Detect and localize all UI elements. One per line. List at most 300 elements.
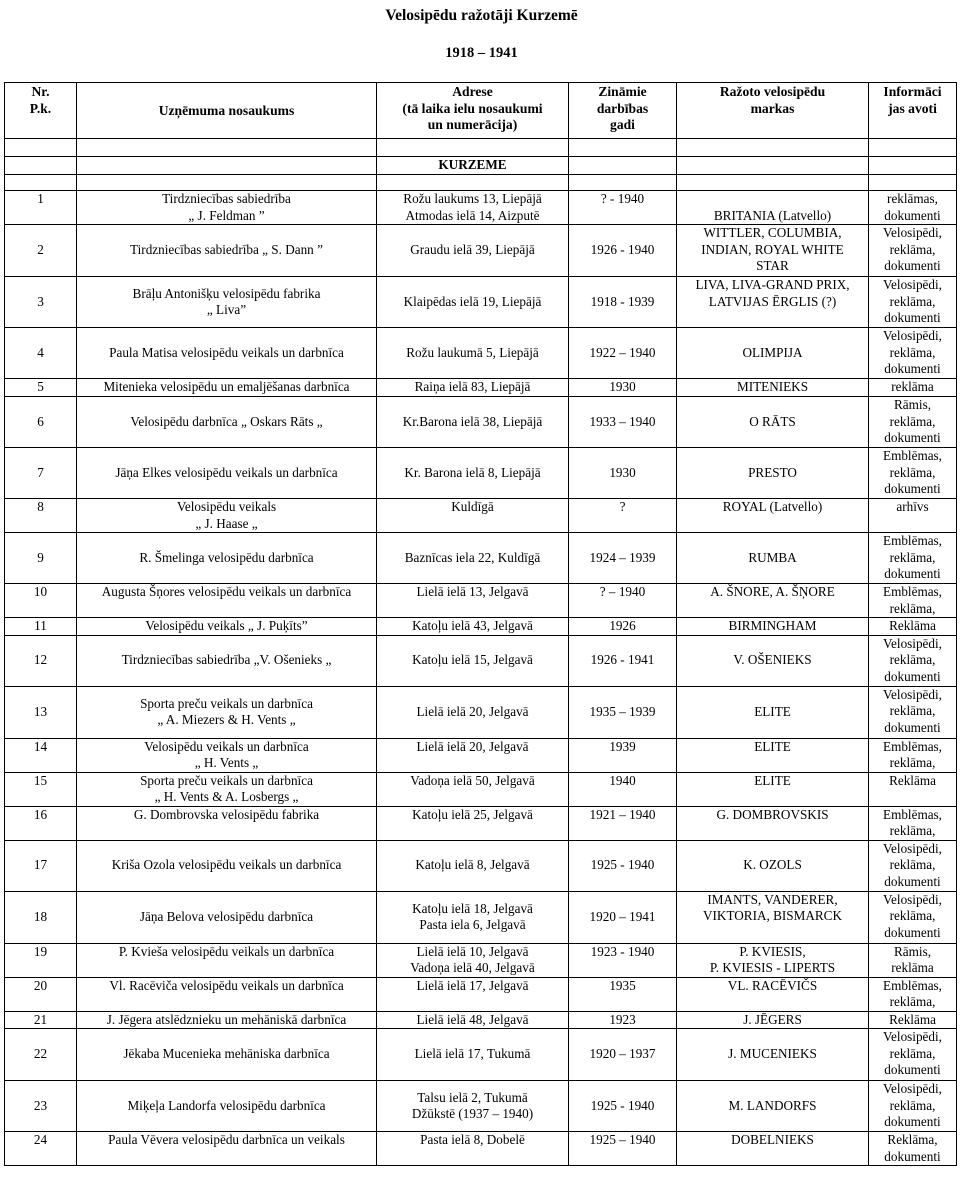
blank-cell	[569, 157, 677, 175]
cell-line: Velosipēdu veikals un darbnīca	[144, 738, 309, 754]
row-number	[5, 225, 77, 277]
cell-line: 9	[37, 549, 44, 565]
bicycle-brands	[677, 840, 869, 891]
info-sources	[869, 618, 957, 636]
cell-line: Atmodas ielā 14, Aizputē	[405, 207, 540, 223]
cell-line: reklāma,	[889, 549, 936, 565]
info-sources	[869, 328, 957, 379]
cell-line: Velosipēdi,	[883, 1081, 942, 1096]
info-sources	[869, 448, 957, 499]
active-years	[569, 1081, 677, 1132]
info-sources	[869, 225, 957, 277]
cell-line: Pasta ielā 8, Dobelē	[420, 1132, 525, 1147]
cell-line: ELITE	[754, 738, 791, 754]
info-sources	[869, 277, 957, 328]
active-years	[569, 977, 677, 1011]
cell-line: Emblēmas,	[883, 806, 942, 822]
bicycle-brands	[677, 618, 869, 636]
info-sources	[869, 635, 957, 686]
cell-line: Velosipēdu veikals	[176, 499, 277, 514]
info-sources	[869, 840, 957, 891]
cell-line: dokumenti	[884, 310, 941, 325]
blank-cell	[5, 157, 77, 175]
bicycle-brands	[677, 448, 869, 499]
cell-line: Tirdzniecības sabiedrība „V. Ošenieks „	[121, 652, 332, 668]
row-number	[5, 840, 77, 891]
address	[377, 1132, 569, 1166]
row-number	[5, 448, 77, 499]
header-line: Ražoto velosipēdu	[719, 84, 826, 99]
blank-cell	[77, 175, 377, 191]
cell-line: 1939	[609, 738, 636, 754]
cell-line: J. MUCENIEKS	[728, 1046, 817, 1062]
row-number	[5, 1132, 77, 1166]
cell-line: reklāma,	[889, 755, 936, 770]
row-number	[5, 277, 77, 328]
bicycle-brands	[677, 328, 869, 379]
cell-line: Katoļu ielā 18, Jelgavā	[412, 900, 533, 916]
table-row	[5, 225, 957, 277]
row-number	[5, 686, 77, 738]
cell-line: reklāmas,	[887, 191, 938, 206]
cell-line: Sporta preču veikals un darbnīca	[140, 772, 313, 788]
company-name	[77, 277, 377, 328]
cell-line: 3	[37, 293, 44, 309]
cell-line: 16	[33, 806, 48, 822]
cell-line: LATVIJAS ĒRGLIS (?)	[708, 293, 837, 309]
row-number	[5, 806, 77, 840]
bicycle-brands	[677, 1029, 869, 1081]
active-years	[569, 686, 677, 738]
bicycle-brands	[677, 379, 869, 397]
cell-line: 21	[33, 1011, 48, 1027]
cell-line: 1935 – 1939	[589, 703, 656, 719]
cell-line: Lielā ielā 20, Jelgavā	[416, 738, 529, 754]
company-name	[77, 1029, 377, 1081]
cell-line: Emblēmas,	[883, 738, 942, 754]
cell-line: reklāma,	[889, 241, 936, 257]
cell-line: Lielā ielā 48, Jelgavā	[416, 1011, 529, 1027]
table-row	[5, 686, 957, 738]
cell-line: Velosipēdu veikals „ J. Puķīts”	[145, 618, 308, 633]
table-row	[5, 1081, 957, 1132]
address	[377, 225, 569, 277]
bicycle-brands	[677, 499, 869, 533]
row-number	[5, 533, 77, 584]
table-row	[5, 891, 957, 943]
company-name	[77, 1081, 377, 1132]
cell-line: Vl. Racēviča velosipēdu veikals un darbnīca	[109, 977, 344, 993]
cell-line: 1925 - 1940	[590, 1097, 655, 1113]
address	[377, 891, 569, 943]
cell-line: reklāma	[891, 960, 934, 975]
cell-line: dokumenti	[884, 719, 941, 735]
address	[377, 448, 569, 499]
cell-line: VIKTORIA, BISMARCK	[703, 908, 842, 923]
company-name	[77, 840, 377, 891]
cell-line: STAR	[756, 258, 789, 273]
bicycle-brands	[677, 806, 869, 840]
cell-line: „ H. Vents „	[194, 755, 259, 770]
bicycle-brands	[677, 772, 869, 806]
cell-line: 8	[37, 499, 44, 514]
company-name	[77, 635, 377, 686]
company-name	[77, 379, 377, 397]
cell-line: BRITANIA (Latvello)	[713, 207, 832, 223]
address	[377, 618, 569, 636]
company-name	[77, 891, 377, 943]
cell-line: Lielā ielā 10, Jelgavā	[416, 943, 529, 959]
bicycle-brands	[677, 277, 869, 328]
active-years	[569, 618, 677, 636]
cell-line: 1926 - 1940	[590, 242, 655, 258]
cell-line: Velosipēdu darbnīca „ Oskars Rāts „	[130, 413, 323, 429]
info-sources	[869, 772, 957, 806]
cell-line: reklāma,	[889, 1097, 936, 1113]
bicycle-brands	[677, 191, 869, 225]
info-sources	[869, 499, 957, 533]
active-years	[569, 379, 677, 397]
row-number	[5, 397, 77, 448]
address	[377, 533, 569, 584]
bicycle-brands	[677, 225, 869, 277]
header-line: Informāci	[883, 84, 942, 99]
cell-line	[679, 191, 866, 208]
cell-line: PRESTO	[748, 464, 797, 480]
info-sources	[869, 533, 957, 584]
cell-line: Vadoņa ielā 40, Jelgavā	[410, 960, 535, 975]
address	[377, 379, 569, 397]
cell-line: 24	[33, 1132, 48, 1147]
cell-line: Emblēmas,	[883, 448, 942, 463]
company-name	[77, 448, 377, 499]
info-sources	[869, 1011, 957, 1029]
cell-line: MITENIEKS	[736, 379, 809, 394]
row-number	[5, 738, 77, 772]
header-nr	[5, 83, 77, 139]
cell-line: 1935	[609, 977, 636, 993]
cell-line: Tirdzniecības sabiedrība	[162, 191, 291, 206]
table-row	[5, 943, 957, 977]
info-sources	[869, 891, 957, 943]
info-sources	[869, 397, 957, 448]
page-title: Velosipēdu ražotāji Kurzemē	[385, 7, 578, 24]
header-line: Uzņēmuma nosaukums	[158, 102, 295, 118]
cell-line: Velosipēdi,	[883, 840, 942, 856]
info-sources	[869, 1081, 957, 1132]
cell-line: Velosipēdi,	[883, 225, 942, 240]
active-years	[569, 448, 677, 499]
blank-cell	[569, 175, 677, 191]
header-address	[377, 83, 569, 139]
cell-line: Raiņa ielā 83, Liepājā	[414, 379, 531, 394]
cell-line: G. Dombrovska velosipēdu fabrika	[133, 806, 320, 822]
table-row	[5, 977, 957, 1011]
address	[377, 1081, 569, 1132]
company-name	[77, 686, 377, 738]
cell-line: Rāmis,	[894, 397, 931, 412]
company-name	[77, 618, 377, 636]
blank-cell	[869, 139, 957, 157]
cell-line: Velosipēdi,	[883, 277, 942, 292]
header-sources	[869, 83, 957, 139]
cell-line: ELITE	[754, 772, 791, 788]
cell-line: Sporta preču veikals un darbnīca	[140, 695, 313, 711]
cell-line: 4	[37, 344, 44, 360]
blank-cell	[869, 157, 957, 175]
company-name	[77, 499, 377, 533]
cell-line: reklāma,	[889, 413, 936, 429]
cell-line: IMANTS, VANDERER,	[707, 891, 838, 907]
cell-line: 1926	[609, 618, 636, 633]
cell-line: 1918 - 1939	[590, 293, 655, 309]
header-line: markas	[750, 100, 795, 116]
info-sources	[869, 191, 957, 225]
row-number	[5, 499, 77, 533]
header-line: un numerācija)	[427, 117, 518, 132]
cell-line: Rožu laukums 13, Liepājā	[403, 191, 542, 206]
blank-cell	[677, 175, 869, 191]
company-name	[77, 397, 377, 448]
cell-line: Kriša Ozola velosipēdu veikals un darbnīca	[111, 857, 342, 873]
cell-line: reklāma	[891, 379, 934, 394]
cell-line: M. LANDORFS	[728, 1097, 817, 1113]
cell-line: 5	[37, 379, 44, 394]
cell-line: reklāma,	[889, 652, 936, 667]
table-row	[5, 1029, 957, 1081]
table-row	[5, 584, 957, 618]
cell-line: Jāņa Belova velosipēdu darbnīca	[139, 908, 314, 924]
active-years	[569, 943, 677, 977]
table-row	[5, 772, 957, 806]
cell-line: Reklāma,	[887, 1132, 938, 1147]
cell-line: V. OŠENIEKS	[733, 652, 812, 668]
cell-line: reklāma,	[889, 908, 936, 923]
bicycle-brands	[677, 1011, 869, 1029]
page-subtitle: 1918 – 1941	[445, 45, 518, 61]
cell-line: Talsu ielā 2, Tukumā	[417, 1089, 528, 1105]
company-name	[77, 328, 377, 379]
address	[377, 840, 569, 891]
active-years	[569, 635, 677, 686]
row-number	[5, 379, 77, 397]
address	[377, 943, 569, 977]
cell-line: Katoļu ielā 15, Jelgavā	[412, 652, 533, 668]
active-years	[569, 191, 677, 225]
manufacturers-table	[4, 82, 957, 1166]
company-name	[77, 225, 377, 277]
company-name	[77, 1011, 377, 1029]
company-name	[77, 533, 377, 584]
bicycle-brands	[677, 977, 869, 1011]
cell-line: LIVA, LIVA-GRAND PRIX,	[695, 277, 850, 292]
header-line: Nr.	[31, 84, 50, 99]
cell-line: DOBELNIEKS	[731, 1132, 814, 1147]
cell-line: 1924 – 1939	[589, 549, 656, 565]
row-number	[5, 1081, 77, 1132]
table-header-row	[5, 83, 957, 139]
cell-line: J. Jēgera atslēdznieku un mehāniskā darbnīca	[106, 1011, 347, 1027]
bicycle-brands	[677, 584, 869, 618]
address	[377, 738, 569, 772]
cell-line: ROYAL (Latvello)	[722, 499, 823, 514]
company-name	[77, 584, 377, 618]
active-years	[569, 499, 677, 533]
table-row	[5, 1011, 957, 1029]
cell-line: 10	[33, 584, 48, 599]
cell-line: 1926 - 1941	[590, 652, 655, 668]
cell-line: dokumenti	[884, 668, 941, 684]
bicycle-brands	[677, 738, 869, 772]
cell-line: P. KVIESIS,	[739, 943, 806, 959]
cell-line: 23	[33, 1097, 48, 1113]
row-number	[5, 618, 77, 636]
info-sources	[869, 738, 957, 772]
address	[377, 686, 569, 738]
cell-line: 1923	[609, 1011, 636, 1027]
company-name	[77, 943, 377, 977]
blank-cell	[869, 175, 957, 191]
blank-cell	[677, 139, 869, 157]
blank-cell	[377, 175, 569, 191]
cell-line: R. Šmelinga velosipēdu darbnīca	[139, 549, 314, 565]
active-years	[569, 533, 677, 584]
table-row	[5, 806, 957, 840]
cell-line: Augusta Šņores velosipēdu veikals un darbnīca	[101, 584, 352, 599]
info-sources	[869, 584, 957, 618]
cell-line: Rožu laukumā 5, Liepājā	[406, 344, 539, 360]
cell-line: Džūkstē (1937 – 1940)	[411, 1106, 534, 1121]
cell-line: 1930	[609, 379, 636, 394]
cell-line: O RĀTS	[749, 413, 796, 429]
bicycle-brands	[677, 397, 869, 448]
table-row	[5, 738, 957, 772]
row-number	[5, 1011, 77, 1029]
cell-line: 19	[33, 943, 48, 959]
cell-line: Tirdzniecības sabiedrība „ S. Dann ”	[130, 242, 323, 258]
cell-line: dokumenti	[884, 1148, 941, 1164]
blank-row	[5, 175, 957, 191]
cell-line: 12	[33, 652, 48, 668]
table-row	[5, 618, 957, 636]
cell-line: 7	[37, 464, 44, 480]
cell-line: Mitenieka velosipēdu un emaljēšanas darbnīca	[103, 379, 350, 394]
cell-line: Lielā ielā 17, Tukumā	[414, 1046, 531, 1062]
active-years	[569, 397, 677, 448]
cell-line: 1925 - 1940	[590, 857, 655, 873]
cell-line: Baznīcas iela 22, Kuldīgā	[404, 549, 541, 565]
cell-line: Katoļu ielā 43, Jelgavā	[412, 618, 533, 633]
active-years	[569, 891, 677, 943]
active-years	[569, 584, 677, 618]
cell-line: dokumenti	[884, 924, 941, 940]
blank-cell	[569, 139, 677, 157]
info-sources	[869, 379, 957, 397]
company-name	[77, 191, 377, 225]
table-row	[5, 277, 957, 328]
address	[377, 584, 569, 618]
company-name	[77, 738, 377, 772]
cell-line: Velosipēdi,	[883, 635, 942, 651]
cell-line: dokumenti	[884, 430, 941, 445]
row-number	[5, 191, 77, 225]
cell-line: reklāma,	[889, 703, 936, 718]
header-line: P.k.	[29, 100, 52, 116]
address	[377, 1011, 569, 1029]
bicycle-brands	[677, 943, 869, 977]
cell-line: 11	[34, 618, 47, 633]
cell-line: A. ŠNORE, A. ŠŅORE	[710, 584, 835, 599]
cell-line: „ Liva”	[206, 302, 247, 317]
active-years	[569, 840, 677, 891]
cell-line: Paula Matisa velosipēdu veikals un darbnīca	[109, 344, 344, 360]
header-line: darbības	[596, 100, 649, 116]
cell-line: reklāma,	[889, 293, 936, 309]
table-row	[5, 635, 957, 686]
cell-line: INDIAN, ROYAL WHITE	[701, 241, 844, 257]
cell-line: Katoļu ielā 8, Jelgavā	[415, 857, 530, 873]
row-number	[5, 772, 77, 806]
header-line: Zināmie	[598, 84, 647, 99]
table-row	[5, 328, 957, 379]
row-number	[5, 977, 77, 1011]
row-number	[5, 328, 77, 379]
active-years	[569, 328, 677, 379]
cell-line: OLIMPIJA	[742, 344, 803, 360]
cell-line: 1	[37, 191, 44, 206]
active-years	[569, 225, 677, 277]
blank-cell	[677, 157, 869, 175]
cell-line: Velosipēdi,	[883, 686, 942, 702]
section-row	[5, 157, 957, 175]
table-row	[5, 499, 957, 533]
cell-line: 1923 - 1940	[590, 943, 655, 959]
active-years	[569, 772, 677, 806]
info-sources	[869, 943, 957, 977]
cell-line: „ J. Haase „	[195, 515, 258, 531]
row-number	[5, 635, 77, 686]
cell-line: VL. RACĒVIČS	[727, 977, 818, 993]
cell-line: Lielā ielā 20, Jelgavā	[416, 703, 529, 719]
bicycle-brands	[677, 1081, 869, 1132]
cell-line: P. Kvieša velosipēdu veikals un darbnīca	[118, 943, 335, 959]
cell-line: WITTLER, COLUMBIA,	[703, 225, 842, 240]
blank-cell	[77, 157, 377, 175]
cell-line: Velosipēdi,	[883, 891, 942, 907]
cell-line: 13	[33, 703, 48, 719]
header-line: Adrese	[452, 84, 493, 99]
info-sources	[869, 1132, 957, 1166]
address	[377, 806, 569, 840]
cell-line: Rāmis,	[894, 943, 931, 959]
cell-line: RUMBA	[748, 549, 797, 565]
cell-line: „ J. Feldman ”	[188, 207, 265, 223]
table-row	[5, 1132, 957, 1166]
cell-line: 20	[33, 977, 48, 993]
cell-line: Vadoņa ielā 50, Jelgavā	[410, 772, 535, 788]
cell-line: reklāma,	[889, 600, 936, 616]
address	[377, 397, 569, 448]
cell-line: dokumenti	[884, 873, 941, 889]
header-line: (tā laika ielu nosaukumi	[402, 100, 543, 116]
cell-line: Jēkaba Mucenieka mehāniska darbnīca	[123, 1046, 330, 1062]
address	[377, 191, 569, 225]
active-years	[569, 738, 677, 772]
cell-line: dokumenti	[884, 1114, 941, 1129]
active-years	[569, 1011, 677, 1029]
cell-line: J. JĒGERS	[743, 1011, 802, 1027]
table-row	[5, 191, 957, 225]
